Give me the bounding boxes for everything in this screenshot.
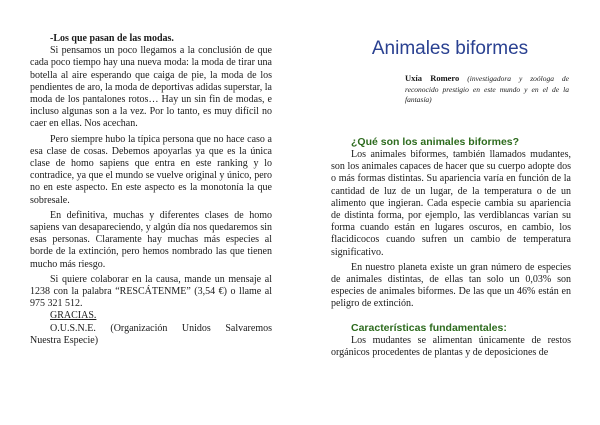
section-heading-caracteristicas: Características fundamentales:	[351, 321, 507, 334]
article-title: Animales biformes	[371, 38, 529, 59]
author-bio: (investigadora y zoóloga de reconocido prestigio en este mundo y en el de la fantasía)	[405, 74, 570, 104]
paragraph: Los animales biformes, también llamados mudantes, son los animales capaces de hacer que su cuerpo adopte dos o más formas distintas. Su apariencia varía en función de la cantidad de luz de un lugar, de la temperatura o de un alimento que ingieran. Cada especie cambia su apariencia de distinta forma, por ejemplo, las verdiblancas varían su forma cuando están en lugares oscuros, en cambio, los flacidicocos cuando sufren un cambio de temperatura significativo.	[331, 149, 571, 258]
paragraph: Si quiere colaborar en la causa, mande un mensaje al 1238 con la palabra “RESCÁTENME” (3,54 €) o llame al 975 321 512.	[30, 273, 272, 310]
right-column	[331, 136, 571, 359]
section-heading-que-son: ¿Qué son los animales biformes?	[351, 136, 520, 148]
right-page	[300, 0, 600, 425]
organization-name-line1: O.U.S.N.E. (Organización Unidos Salvaremos	[50, 322, 272, 334]
paragraph: Los mudantes se alimentan únicamente de restos orgánicos procedentes de plantas y de deposiciones de	[331, 334, 571, 358]
paragraph: Si pensamos un poco llegamos a la conclusión de que cada poco tiempo hay una nueva moda: la moda de tirar una botella al aire esperando que caiga de pie, la moda de los pendientes de aro, la moda de deportivas adidas superstar, la moda de los pantalones rotos… Hay un sin fin de modas, e incluso algunas son a la vez. Por lo tanto, es muy difícil no caer en ellas. Nos acechan.	[30, 45, 272, 130]
byline	[405, 73, 569, 106]
organization-name-line2: Nuestra Especie)	[30, 334, 99, 346]
thanks-text: GRACIAS.	[50, 310, 97, 322]
author-name: Uxía Romero	[405, 73, 460, 83]
paragraph: Pero siempre hubo la típica persona que no hace caso a esa clase de cosas. Debemos apoyarlas ya que es la única clase de homo sapiens que entra en este ranking y lo contradice, ya que el mundo se vuelve original y único, pero no en este aspecto. En este aspecto es la monotonía la que sobresale.	[30, 133, 272, 206]
paragraph: En definitiva, muchas y diferentes clases de homo sapiens van desapareciendo, y algún día nos quedaremos sin esas personas. Claramente hay muchas más especies al borde de la extinción, pero hemos nombrado las que tienen mucho más riesgo.	[30, 209, 272, 270]
section-heading-modas: -Los que pasan de las modas.	[50, 33, 174, 44]
paragraph: En nuestro planeta existe un gran número de especies de animales distintas, de ellas tan solo un 0,03% son especies de animales biformes. De las que un 46% están en peligro de extinción.	[331, 261, 571, 310]
left-column	[30, 33, 272, 347]
